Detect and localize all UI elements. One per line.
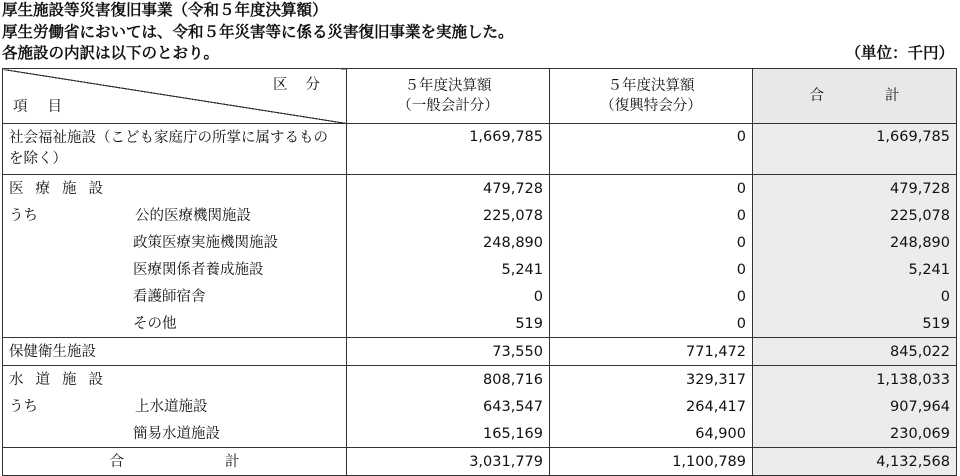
table-row xyxy=(3,310,957,338)
column-header-total-label: 合計 xyxy=(809,88,900,104)
table-row xyxy=(3,338,957,366)
table-row xyxy=(3,124,957,175)
cell-general: 248,890 xyxy=(347,229,550,256)
table-row xyxy=(3,202,957,229)
cell-total: 519 xyxy=(753,310,957,338)
row-label-health: 保健衛生施設 xyxy=(3,338,347,366)
column-header-general xyxy=(347,69,550,124)
column-header-reconstruction-line2: （復興特会分） xyxy=(600,98,702,114)
document-header xyxy=(0,0,960,66)
unit-label: （単位：千円） xyxy=(845,44,954,62)
intro-text-2: 各施設の内訳は以下のとおり。 xyxy=(2,44,220,62)
corner-label-item: 項目 xyxy=(13,99,82,115)
cell-reconstruction: 0 xyxy=(550,229,753,256)
cell-reconstruction: 264,417 xyxy=(550,393,753,420)
cell-total: 1,669,785 xyxy=(753,124,957,175)
cell-general: 643,547 xyxy=(347,393,550,420)
row-label-med-public xyxy=(3,202,347,229)
corner-header-cell xyxy=(3,69,347,124)
cell-total: 845,022 xyxy=(753,338,957,366)
cell-total: 907,964 xyxy=(753,393,957,420)
column-header-general-line1: ５年度決算額 xyxy=(404,78,492,94)
column-header-reconstruction xyxy=(550,69,753,124)
cell-reconstruction: 64,900 xyxy=(550,420,753,448)
cell-general: 73,550 xyxy=(347,338,550,366)
document-title: 厚生施設等災害復旧事業（令和５年度決算額） xyxy=(2,1,328,19)
cell-total: 230,069 xyxy=(753,420,957,448)
sub-item-label: 上水道施設 xyxy=(135,398,208,415)
table-header-row xyxy=(3,69,957,124)
cell-reconstruction: 771,472 xyxy=(550,338,753,366)
table-row xyxy=(3,366,957,394)
cell-general: 225,078 xyxy=(347,202,550,229)
cell-general: 165,169 xyxy=(347,420,550,448)
row-label-social: 社会福祉施設（こども家庭庁の所掌に属するものを除く） xyxy=(3,124,347,175)
cell-general: 0 xyxy=(347,283,550,310)
row-label-med-nurse: 看護師宿舎 xyxy=(3,283,347,310)
row-label-grand-total xyxy=(3,448,347,476)
cell-total: 1,138,033 xyxy=(753,366,957,394)
intro-text: 厚生労働省においては、令和５年災害等に係る災害復旧事業を実施した。 xyxy=(2,23,514,41)
cell-general: 3,031,779 xyxy=(347,448,550,476)
cell-general: 479,728 xyxy=(347,175,550,203)
row-label-water-simple: 簡易水道施設 xyxy=(3,420,347,448)
cell-general: 1,669,785 xyxy=(347,124,550,175)
cell-total: 479,728 xyxy=(753,175,957,203)
column-header-reconstruction-line1: ５年度決算額 xyxy=(607,78,695,94)
cell-reconstruction: 0 xyxy=(550,124,753,175)
row-label-med-other: その他 xyxy=(3,310,347,338)
disaster-recovery-table xyxy=(2,68,957,476)
cell-total: 5,241 xyxy=(753,256,957,283)
row-label-water-upper xyxy=(3,393,347,420)
row-label-medical: 医療施設 xyxy=(3,175,347,203)
cell-total: 225,078 xyxy=(753,202,957,229)
cell-reconstruction: 0 xyxy=(550,256,753,283)
table-row xyxy=(3,229,957,256)
cell-total: 4,132,568 xyxy=(753,448,957,476)
grand-total-label: 合計 xyxy=(109,453,240,470)
column-header-total xyxy=(753,69,957,124)
table-row xyxy=(3,175,957,203)
table-row xyxy=(3,420,957,448)
cell-reconstruction: 0 xyxy=(550,283,753,310)
table-row xyxy=(3,256,957,283)
uchi-label: うち xyxy=(9,398,38,415)
table-row-total xyxy=(3,448,957,476)
row-label-med-training: 医療関係者養成施設 xyxy=(3,256,347,283)
column-header-general-line2: （一般会計分） xyxy=(397,98,499,114)
cell-reconstruction: 329,317 xyxy=(550,366,753,394)
cell-reconstruction: 1,100,789 xyxy=(550,448,753,476)
cell-general: 808,716 xyxy=(347,366,550,394)
row-label-water: 水道施設 xyxy=(3,366,347,394)
cell-reconstruction: 0 xyxy=(550,310,753,338)
uchi-label: うち xyxy=(9,207,38,224)
cell-reconstruction: 0 xyxy=(550,202,753,229)
cell-reconstruction: 0 xyxy=(550,175,753,203)
cell-general: 5,241 xyxy=(347,256,550,283)
cell-total: 0 xyxy=(753,283,957,310)
table-row xyxy=(3,393,957,420)
cell-general: 519 xyxy=(347,310,550,338)
corner-label-category: 区分 xyxy=(273,77,338,93)
row-label-med-policy: 政策医療実施機関施設 xyxy=(3,229,347,256)
cell-total: 248,890 xyxy=(753,229,957,256)
table-row xyxy=(3,283,957,310)
sub-item-label: 公的医療機関施設 xyxy=(135,207,251,224)
